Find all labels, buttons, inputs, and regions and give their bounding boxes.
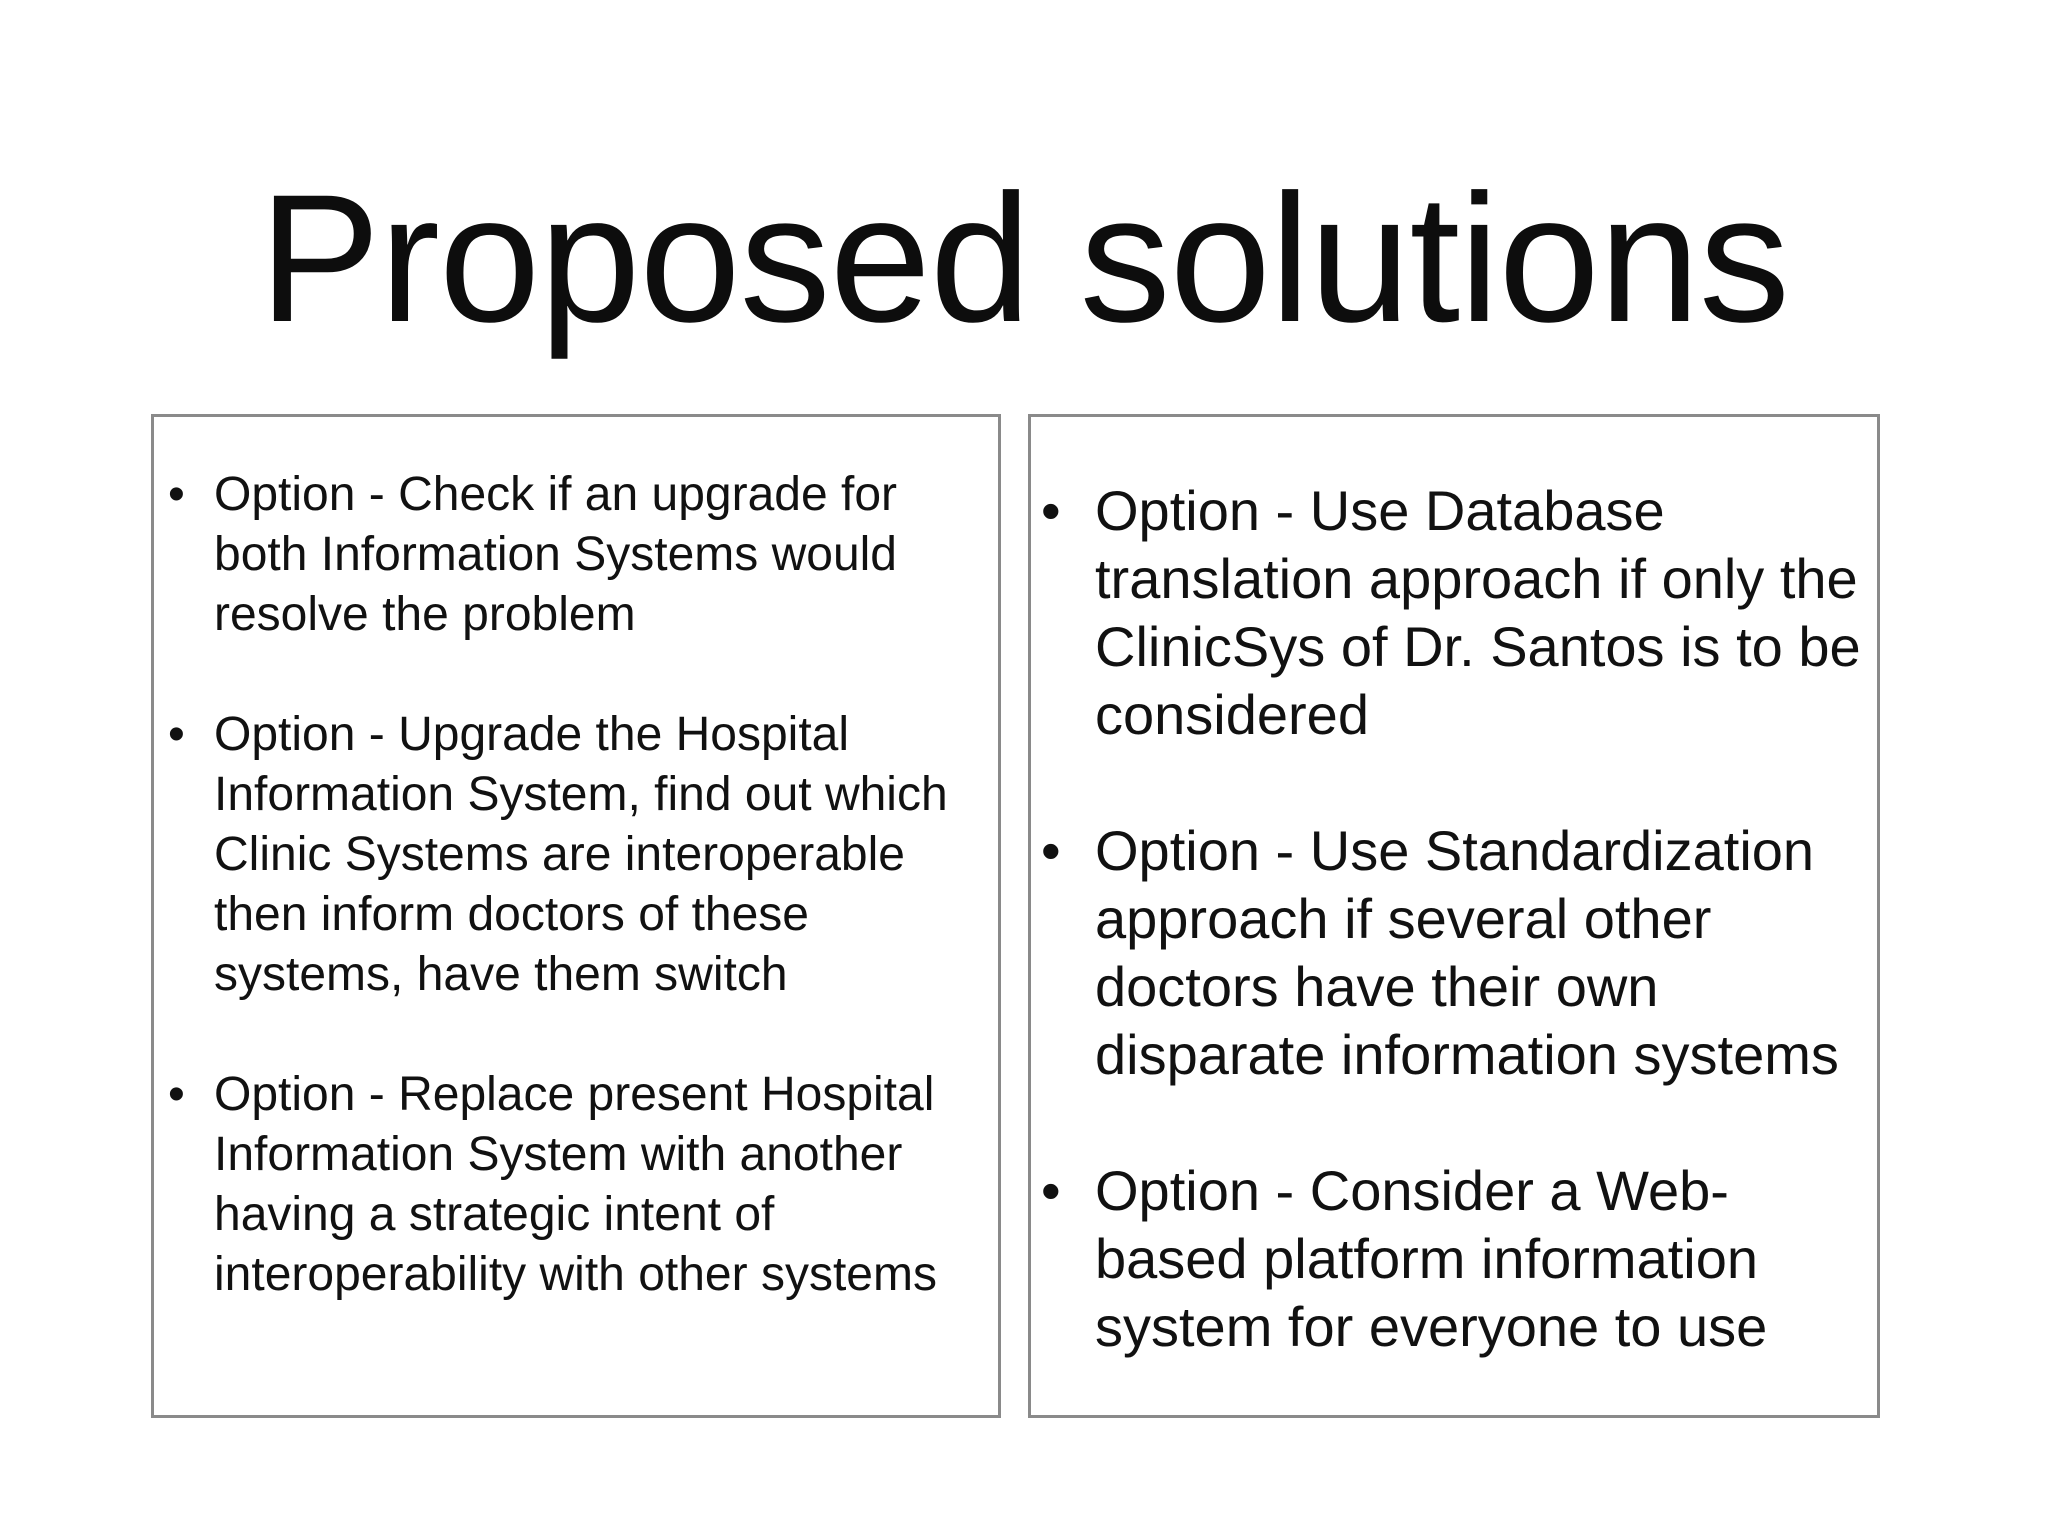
bullet-icon: • [168,1068,185,1121]
right-options-panel [1028,414,1880,1418]
list-item [1031,1157,1883,1361]
right-options-list [1031,477,1883,1429]
list-item [1031,477,1883,749]
bullet-icon: • [1041,1159,1061,1222]
left-options-list [154,465,1004,1365]
bullet-icon: • [1041,819,1061,882]
bullet-icon: • [1041,479,1061,542]
bullet-icon: • [168,708,185,761]
list-item [154,1065,1004,1305]
option-text: Option - Replace present Hospital Information System with another having a strategic intent of interoperability with other systems [214,1068,937,1301]
option-text: Option - Check if an upgrade for both Information Systems would resolve the problem [214,468,898,641]
option-text: Option - Consider a Web-based platform information system for everyone to use [1095,1159,1768,1358]
list-item [154,465,1004,645]
left-options-panel [151,414,1001,1418]
list-item [1031,817,1883,1089]
bullet-icon: • [168,468,185,521]
option-text: Option - Upgrade the Hospital Information System, find out which Clinic Systems are interoperable then inform doctors of these systems, have them switch [214,708,948,1001]
option-text: Option - Use Database translation approach if only the ClinicSys of Dr. Santos is to be considered [1095,479,1861,746]
slide-title: Proposed solutions [259,156,1789,360]
option-text: Option - Use Standardization approach if several other doctors have their own disparate information systems [1095,819,1839,1086]
list-item [154,705,1004,1005]
